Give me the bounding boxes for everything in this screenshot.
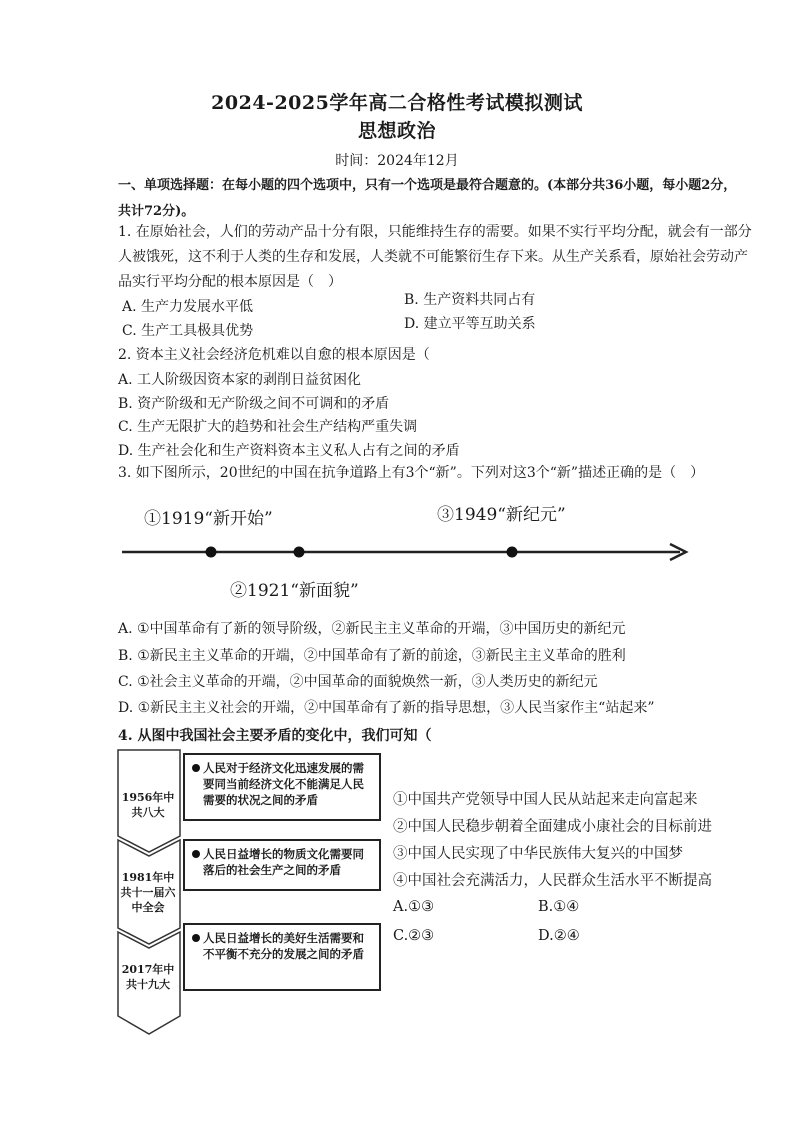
q4-option-a: A.①③ (393, 899, 435, 915)
bullet-icon (192, 934, 200, 942)
q3-stem: 3. 如下图所示，20世纪的中国在抗争道路上有3个“新”。下列对这3个“新”描述正确的是（ ） (118, 465, 705, 481)
q2-option-a: A. 工人阶级因资本家的剥削日益贫困化 (118, 372, 362, 388)
q4-option-d: D.②④ (538, 928, 580, 944)
q1-option-c: C. 生产工具极具优势 (122, 323, 254, 339)
q3-option-a: A. ①中国革命有了新的领导阶级，②新民主主义革命的开端，③中国历史的新纪元 (118, 621, 626, 637)
q2-option-c: C. 生产无限扩大的趋势和社会生产结构严重失调 (118, 419, 418, 435)
stage-text-2017: 人民日益增长的美好生活需要和不平衡不充分的发展之间的矛盾 (203, 931, 364, 961)
timeline-diagram (110, 540, 700, 564)
q2-option-b: B. 资产阶级和无产阶级之间不可调和的矛盾 (118, 396, 390, 412)
q2-stem: 2. 资本主义社会经济危机难以自愈的根本原因是（ (118, 347, 430, 363)
q1-stem: 1. 在原始社会，人们的劳动产品十分有限，只能维持生存的需要。如果不实行平均分配，就会有一部分人被饿死，这不利于人类的生存和发展，人类就不可能繁衍生存下来。从生产关系看，原始社会劳动产品实行平均分配的根本原因是（ ） (118, 224, 752, 290)
stage-tag-1981: 1981年中共十一届六中全会 (120, 871, 176, 914)
timeline-label-1919: ①1919“新开始” (144, 509, 273, 529)
exam-title: 2024-2025学年高二合格性考试模拟测试 (211, 92, 583, 114)
q1-option-b: B. 生产资料共同占有 (404, 292, 536, 308)
stage-tag-2017: 2017年中共十九大 (121, 963, 175, 991)
q4-statement-4: ④中国社会充满活力，人民群众生活水平不断提高 (393, 873, 712, 889)
exam-date: 时间：2024年12月 (335, 153, 459, 169)
q3-option-b: B. ①新民主主义革命的开端，②中国革命有了新的前途，③新民主主义革命的胜利 (118, 648, 626, 664)
q1-option-a: A. 生产力发展水平低 (122, 299, 254, 315)
bullet-icon (192, 850, 200, 858)
subject-title: 思想政治 (357, 120, 436, 142)
bullet-icon (192, 764, 200, 772)
q4-statement-2: ②中国人民稳步朝着全面建成小康社会的目标前进 (393, 819, 712, 835)
q2-option-d: D. 生产社会化和生产资料资本主义私人占有之间的矛盾 (118, 443, 460, 459)
q4-option-c: C.②③ (393, 928, 435, 944)
stage-text-1981: 人民日益增长的物质文化需要同落后的社会生产之间的矛盾 (203, 847, 364, 877)
q4-statement-3: ③中国人民实现了中华民族伟大复兴的中国梦 (393, 846, 683, 862)
timeline-label-1949: ③1949“新纪元” (437, 505, 566, 525)
q3-option-d: D. ①新民主主义社会的开端，②中国革命有了新的指导思想，③人民当家作主“站起来” (118, 700, 655, 716)
q4-stem: 4. 从图中我国社会主要矛盾的变化中，我们可知（ (118, 728, 432, 744)
timeline-label-1921: ②1921“新面貌” (230, 581, 359, 601)
timeline-point-1949 (507, 547, 518, 558)
q1-option-d: D. 建立平等互助关系 (404, 316, 536, 332)
timeline-point-1921 (294, 547, 305, 558)
section-heading: 一、单项选择题：在每小题的四个选项中，只有一个选项是最符合题意的。(本部分共36小题，每小题2分，共计72分)。 (118, 178, 737, 219)
q4-option-b: B.①④ (538, 899, 580, 915)
stage-tag-1956: 1956年中共八大 (121, 791, 175, 819)
timeline-point-1919 (206, 547, 217, 558)
q3-option-c: C. ①社会主义革命的开端，②中国革命的面貌焕然一新，③人类历史的新纪元 (118, 674, 598, 690)
stage-text-1956: 人民对于经济文化迅速发展的需要同当前经济文化不能满足人民需要的状况之间的矛盾 (203, 761, 364, 807)
q4-statement-1: ①中国共产党领导中国人民从站起来走向富起来 (393, 792, 698, 808)
